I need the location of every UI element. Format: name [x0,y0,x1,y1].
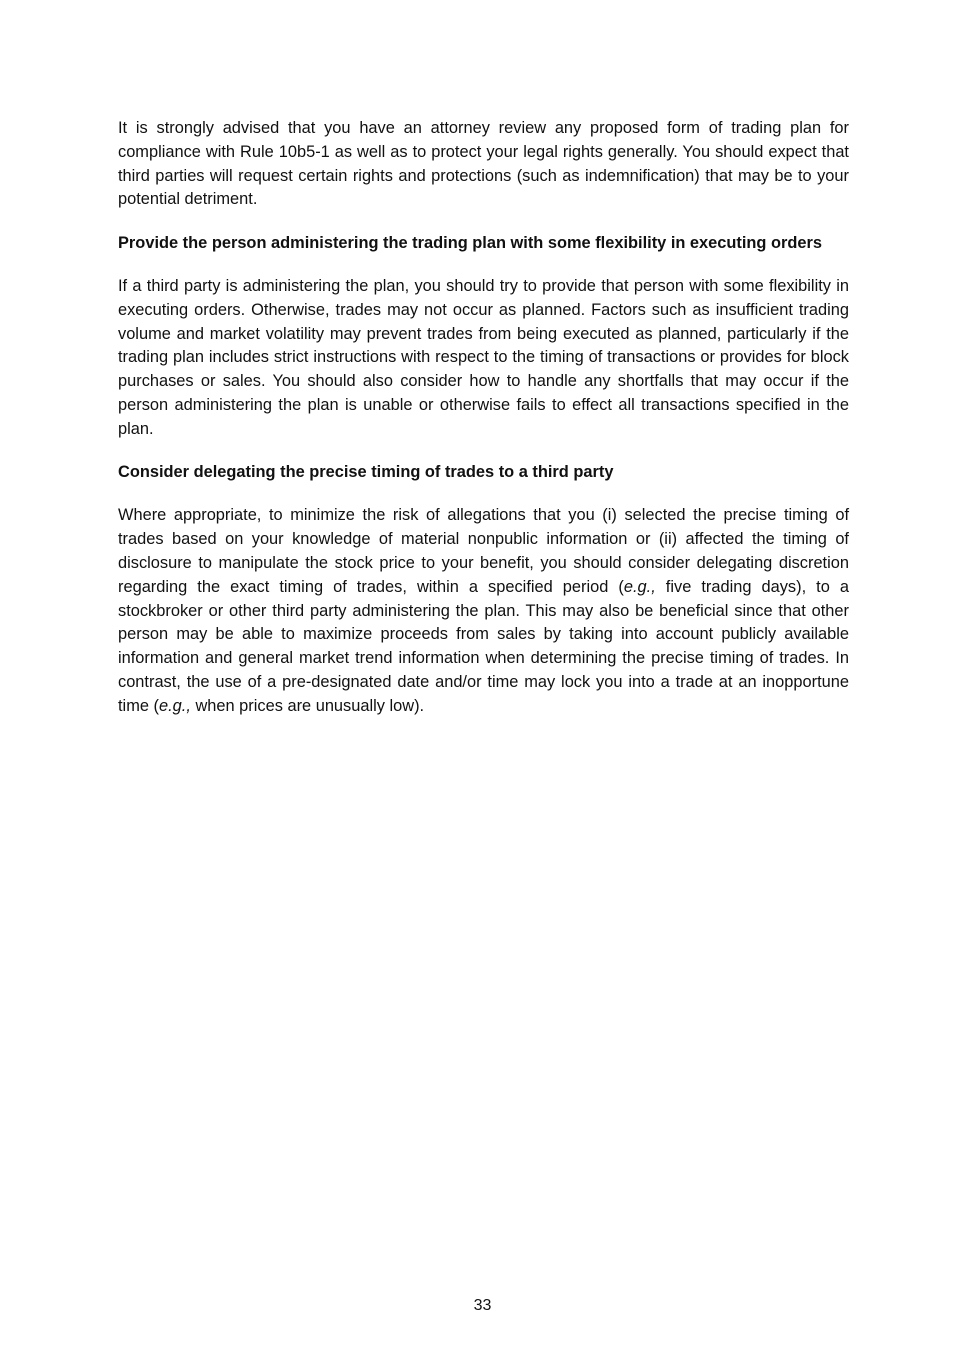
document-body [118,117,849,719]
page-number: 33 [473,1297,492,1314]
paragraph-text-segment: Where appropriate, to minimize the risk of allegations that you (i) selected the precise timing of trades based on your knowledge of material nonpublic information or (ii) affected the timing of disclosure to manipulate the stock price to your benefit, you should consider delegating discretion regarding the exact timing of trades, within a specified period ( [118,506,849,596]
paragraph-delegating-timing [118,504,849,718]
italic-eg: e.g., [623,577,656,596]
paragraph-text-segment: when prices are unusually low). [190,696,425,715]
italic-eg: e.g., [158,696,191,715]
heading-delegating-timing: Consider delegating the precise timing of trades to a third party [118,463,614,482]
paragraph-attorney-review: It is strongly advised that you have an attorney review any proposed form of trading plan for compliance with Rule 10b5-1 as well as to protect your legal rights generally. You should expect that third parties will request certain rights and protections (such as indemnification) that may be to your potential detriment. [118,119,849,209]
paragraph-flexibility: If a third party is administering the plan, you should try to provide that person with some flexibility in executing orders. Otherwise, trades may not occur as planned. Factors such as insufficient trading volume and market volatility may prevent trades from being executed as planned, particularly if the trading plan includes strict instructions with respect to the timing of transactions or provides for block purchases or sales. You should also consider how to handle any shortfalls that may occur if the person administering the plan is unable or otherwise fails to effect all transactions specified in the plan. [118,276,849,438]
heading-flexibility: Provide the person administering the trading plan with some flexibility in executing orders [118,233,823,252]
paragraph-text-segment: five trading days), to a stockbroker or other third party administering the plan. This may also be beneficial since that other person may be able to maximize proceeds from sales by taking into account publicly available information and general market trend information when determining the precise timing of trades. In contrast, the use of a pre-designated date and/or time may lock you into a trade at an inopportune time ( [118,577,850,715]
